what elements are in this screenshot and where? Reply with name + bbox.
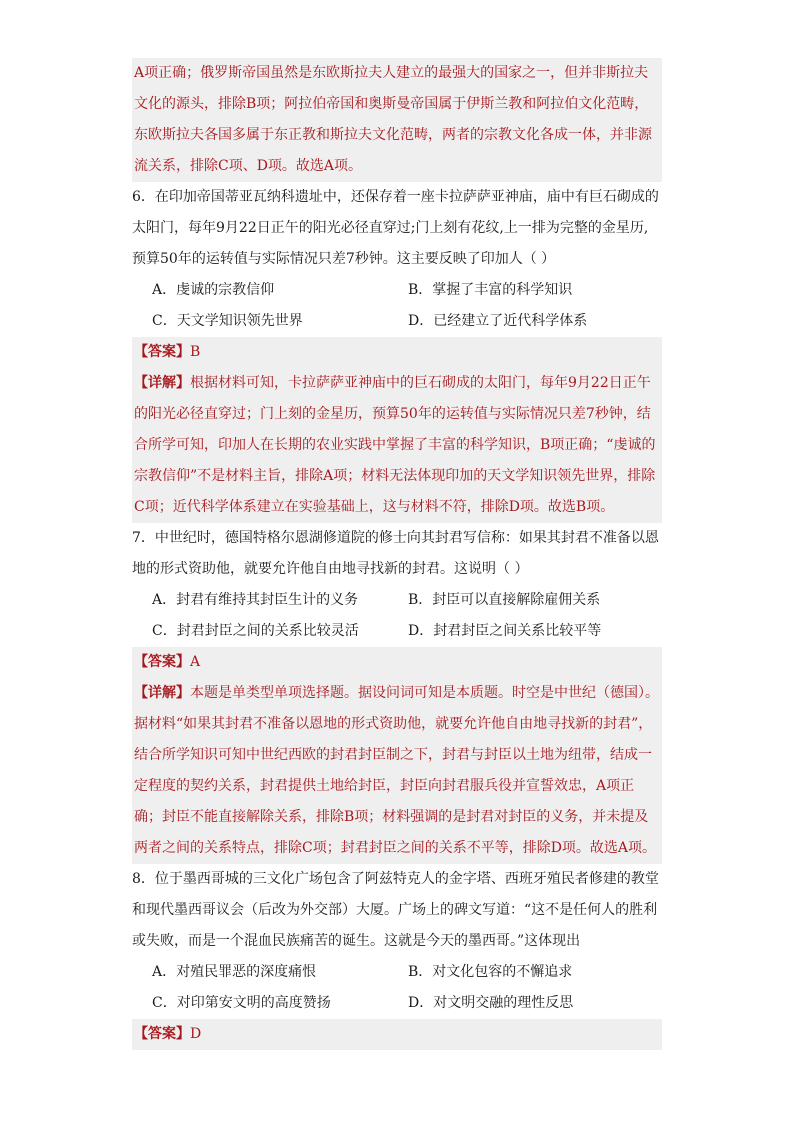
q7-detail-text: 本题是单类型单项选择题。据设问词可知是本质题。时空是中世纪（德国）。据材料“如果其封君不准备以恩地的形式资助他，就要允许他自由地寻找新的封君”，结合所学知识可知中世纪西欧的封君封臣制之下，封君与封臣以土地为纽带，结成一定程度的契约关系，封君提供土地给封臣，封臣向封君服兵役并宣誓效忠，A项正确；封臣不能直接解除关系，排除B项；材料强调的是封君对封臣的义务，并未提及两者之间的关系特点，排除C项；封君封臣之间的关系不平等，排除D项。故选A项。: [134, 685, 659, 856]
q6-answer: [132, 337, 662, 368]
q7-answer-tag: 【答案】: [134, 654, 190, 670]
q8-answer-tag: 【答案】: [134, 1026, 190, 1042]
q6-option-a: A．虔诚的宗教信仰: [152, 282, 275, 298]
q6-detail: [132, 368, 662, 523]
q6-detail-tag: 【详解】: [134, 375, 190, 391]
q7-answer: [132, 647, 662, 678]
q5-explanation: A项正确；俄罗斯帝国虽然是东欧斯拉夫人建立的最强大的国家之一，但并非斯拉夫文化的源头，排除B项；阿拉伯帝国和奥斯曼帝国属于伊斯兰教和阿拉伯文化范畴，东欧斯拉夫各国多属于东正教和斯拉夫文化范畴，两者的宗教文化各成一体，并非源流关系，排除C项、D项。故选A项。: [132, 58, 662, 182]
q8-answer-value: D: [190, 1026, 202, 1042]
q8-option-a: A．对殖民罪恶的深度痛恨: [152, 964, 317, 980]
q8-options: [132, 957, 662, 1019]
q6-answer-value: B: [190, 344, 201, 360]
q7-options: [132, 585, 662, 647]
q7-detail-tag: 【详解】: [134, 685, 190, 701]
q6-stem: 6．在印加帝国蒂亚瓦纳科遗址中，还保存着一座卡拉萨萨亚神庙，庙中有巨石砌成的太阳门，每年9月22日正午的阳光必径直穿过;门上刻有花纹,上一排为完整的金星历,预算50年的运转值与实际情况只差7秒钟。这主要反映了印加人（ ）: [132, 189, 659, 267]
q7-answer-value: A: [190, 654, 201, 670]
q8-option-d: D．对文明交融的理性反思: [408, 995, 574, 1011]
q7-option-a: A．封君有维持其封臣生计的义务: [152, 592, 359, 608]
q6-detail-text: 根据材料可知，卡拉萨萨亚神庙中的巨石砌成的太阳门，每年9月22日正午的阳光必径直穿过；门上刻的金星历，预算50年的运转值与实际情况只差7秒钟，结合所学可知，印加人在长期的农业实践中掌握了丰富的科学知识，B项正确；“虔诚的宗教信仰”不是材料主旨，排除A项；材料无法体现印加的天文学知识领先世界，排除C项；近代科学体系建立在实验基础上，这与材料不符，排除D项。故选B项。: [134, 375, 656, 515]
q7-option-b: B．封臣可以直接解除雇佣关系: [408, 592, 601, 608]
q8-answer: [132, 1019, 662, 1050]
q6-options: [132, 275, 662, 337]
q6-answer-tag: 【答案】: [134, 344, 190, 360]
q8-option-b: B．对文化包容的不懈追求: [408, 964, 573, 980]
q6-option-d: D．已经建立了近代科学体系: [408, 313, 588, 329]
q6-option-b: B．掌握了丰富的科学知识: [408, 282, 573, 298]
q7-stem: 7．中世纪时，德国特格尔恩湖修道院的修士向其封君写信称：如果其封君不准备以恩地的形式资助他，就要允许他自由地寻找新的封君。这说明（ ）: [132, 530, 659, 577]
document-content: [132, 58, 662, 1050]
q7-detail: [132, 678, 662, 864]
q7-option-c: C．封君封臣之间的关系比较灵活: [152, 623, 359, 639]
q8-option-c: C．对印第安文明的高度赞扬: [152, 995, 331, 1011]
q8-stem: 8．位于墨西哥城的三文化广场包含了阿兹特克人的金字塔、西班牙殖民者修建的教堂和现代墨西哥议会（后改为外交部）大厦。广场上的碑文写道：“这不是任何人的胜利或失败，而是一个混血民族痛苦的诞生。这就是今天的墨西哥。”这体现出: [132, 871, 659, 949]
q6-option-c: C．天文学知识领先世界: [152, 313, 303, 329]
q7-option-d: D．封君封臣之间关系比较平等: [408, 623, 602, 639]
